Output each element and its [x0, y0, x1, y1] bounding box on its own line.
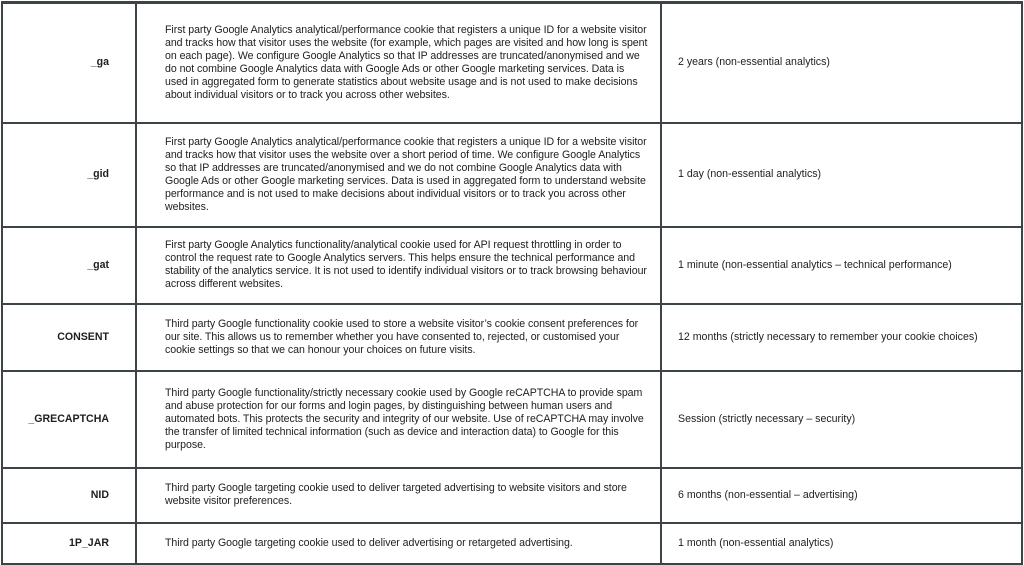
table-row-gat: [2, 227, 1022, 304]
cookie-name: _GRECAPTCHA: [2, 371, 136, 468]
cookie-duration: 6 months (non-essential – advertising): [661, 468, 1022, 523]
cookie-name: _gid: [2, 123, 136, 227]
table-row-gid: [2, 123, 1022, 227]
cookie-description: Third party Google targeting cookie used to deliver advertising or retargeted advertising.: [136, 523, 661, 564]
cookie-description: Third party Google targeting cookie used to deliver targeted advertising to website visitors and store website visitor preferences.: [136, 468, 661, 523]
cookie-name: _ga: [2, 3, 136, 123]
table-row-grecaptcha: [2, 371, 1022, 468]
cookie-duration: 12 months (strictly necessary to remember your cookie choices): [661, 304, 1022, 371]
cookie-name: NID: [2, 468, 136, 523]
cookie-duration: 1 minute (non-essential analytics – technical performance): [661, 227, 1022, 304]
cookie-name: 1P_JAR: [2, 523, 136, 564]
cookie-description: Third party Google functionality cookie used to store a website visitor’s cookie consent preferences for our site. This allows us to remember whether you have consented to, rejected, or customised your cookie settings so that we can honour your choices on future visits.: [136, 304, 661, 371]
cookie-description: First party Google Analytics analytical/performance cookie that registers a unique ID for a website visitor and tracks how that visitor uses the website (for example, which pages are visited and how long is spent on each page). We configure Google Analytics so that IP addresses are truncated/anonymised and we do not combine Google Analytics data with Google Ads or other Google marketing services. Data is used in aggregated form to generate statistics about website usage and is not used to make decisions about individual visitors or to track you across other websites.: [136, 3, 661, 123]
cookie-description: First party Google Analytics analytical/performance cookie that registers a unique ID for a website visitor and tracks how that visitor uses the website over a short period of time. We configure Google Analytics so that IP addresses are truncated/anonymised and we do not combine Google Analytics data with Google Ads or other Google marketing services. Data is used in aggregated form to understand website performance and is not used to make decisions about individual visitors or to track you across other websites.: [136, 123, 661, 227]
cookie-duration: Session (strictly necessary – security): [661, 371, 1022, 468]
cookie-name: _gat: [2, 227, 136, 304]
cookie-duration: 2 years (non-essential analytics): [661, 3, 1022, 123]
cookie-table: [1, 1, 1023, 565]
cookie-duration: 1 day (non-essential analytics): [661, 123, 1022, 227]
table-row-consent: [2, 304, 1022, 371]
table-row-nid: [2, 468, 1022, 523]
cookie-duration: 1 month (non-essential analytics): [661, 523, 1022, 564]
cookie-description: Third party Google functionality/strictly necessary cookie used by Google reCAPTCHA to provide spam and abuse protection for our forms and login pages, by distinguishing between human users and automated bots. This protects the security and integrity of our website. Use of reCAPTCHA may involve the transfer of limited technical information (such as device and interaction data) to Google for this purpose.: [136, 371, 661, 468]
table-row-1p-jar: [2, 523, 1022, 564]
cookie-description: First party Google Analytics functionality/analytical cookie used for API request throttling in order to control the request rate to Google Analytics servers. This helps ensure the technical performance and stability of the analytics service. It is not used to identify individual visitors or to track browsing behaviour across different websites.: [136, 227, 661, 304]
cookie-name: CONSENT: [2, 304, 136, 371]
table-row-ga: [2, 3, 1022, 123]
